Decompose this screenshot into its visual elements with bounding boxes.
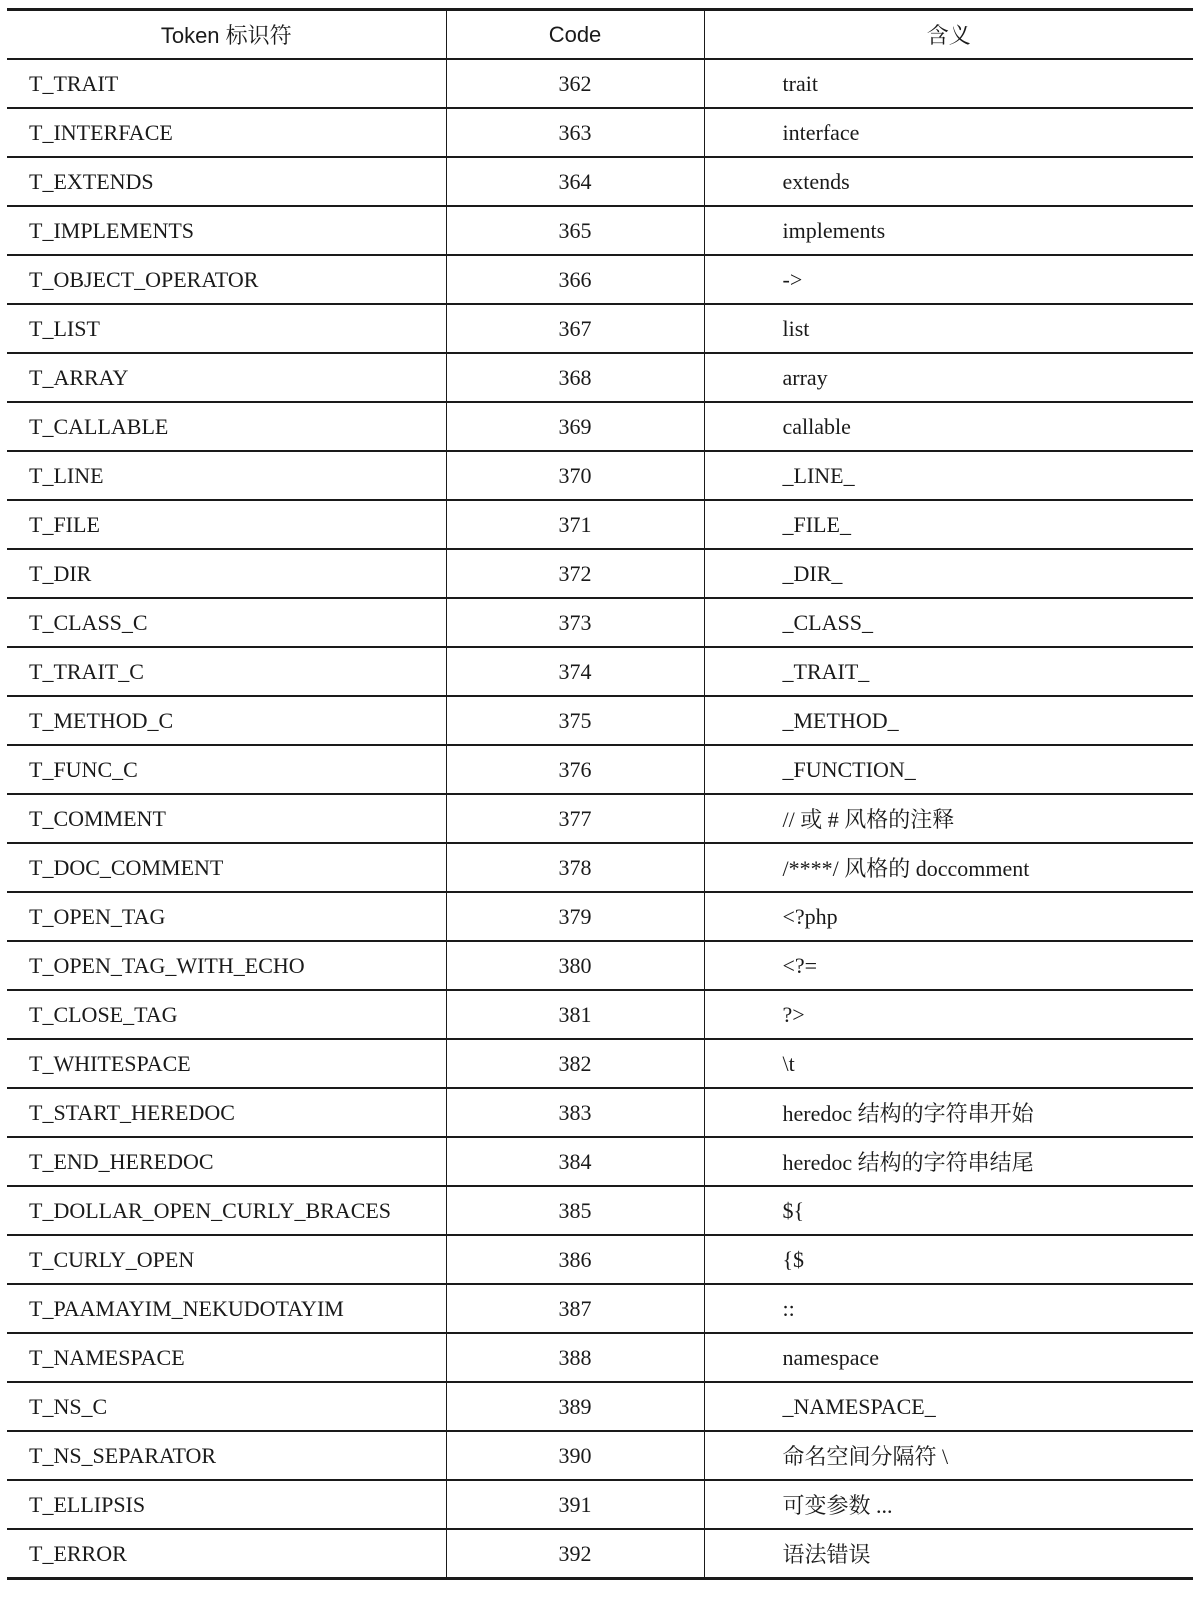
token-cell: T_OPEN_TAG — [7, 892, 446, 941]
meaning-cell: implements — [704, 206, 1193, 255]
code-cell: 379 — [446, 892, 704, 941]
table-row — [7, 1137, 1193, 1186]
token-table — [7, 8, 1193, 1580]
code-cell: 377 — [446, 794, 704, 843]
token-cell: T_FUNC_C — [7, 745, 446, 794]
token-cell: T_OBJECT_OPERATOR — [7, 255, 446, 304]
table-row — [7, 108, 1193, 157]
code-cell: 371 — [446, 500, 704, 549]
table-row — [7, 206, 1193, 255]
meaning-cell: 命名空间分隔符 \ — [704, 1431, 1193, 1480]
token-cell: T_COMMENT — [7, 794, 446, 843]
meaning-cell: {$ — [704, 1235, 1193, 1284]
table-row — [7, 647, 1193, 696]
code-cell: 385 — [446, 1186, 704, 1235]
token-cell: T_LIST — [7, 304, 446, 353]
token-cell: T_PAAMAYIM_NEKUDOTAYIM — [7, 1284, 446, 1333]
token-cell: T_FILE — [7, 500, 446, 549]
code-cell: 386 — [446, 1235, 704, 1284]
token-cell: T_CLOSE_TAG — [7, 990, 446, 1039]
token-cell: T_WHITESPACE — [7, 1039, 446, 1088]
meaning-cell: trait — [704, 59, 1193, 108]
header-meaning: 含义 — [704, 10, 1193, 60]
meaning-cell: _DIR_ — [704, 549, 1193, 598]
code-cell: 376 — [446, 745, 704, 794]
meaning-cell: callable — [704, 402, 1193, 451]
code-cell: 383 — [446, 1088, 704, 1137]
meaning-cell: ${ — [704, 1186, 1193, 1235]
code-cell: 378 — [446, 843, 704, 892]
code-cell: 365 — [446, 206, 704, 255]
header-code: Code — [446, 10, 704, 60]
meaning-cell: list — [704, 304, 1193, 353]
code-cell: 390 — [446, 1431, 704, 1480]
meaning-cell: _CLASS_ — [704, 598, 1193, 647]
header-token: Token 标识符 — [7, 10, 446, 60]
table-row — [7, 500, 1193, 549]
code-cell: 364 — [446, 157, 704, 206]
meaning-cell: _FUNCTION_ — [704, 745, 1193, 794]
code-cell: 391 — [446, 1480, 704, 1529]
code-cell: 373 — [446, 598, 704, 647]
table-row — [7, 451, 1193, 500]
code-cell: 382 — [446, 1039, 704, 1088]
table-row — [7, 1088, 1193, 1137]
table-row — [7, 353, 1193, 402]
table-row — [7, 1480, 1193, 1529]
table-row — [7, 1431, 1193, 1480]
table-row — [7, 1382, 1193, 1431]
token-cell: T_NS_SEPARATOR — [7, 1431, 446, 1480]
code-cell: 366 — [446, 255, 704, 304]
table-row — [7, 843, 1193, 892]
table-row — [7, 745, 1193, 794]
token-cell: T_DOC_COMMENT — [7, 843, 446, 892]
code-cell: 369 — [446, 402, 704, 451]
meaning-cell: 可变参数 ... — [704, 1480, 1193, 1529]
token-cell: T_START_HEREDOC — [7, 1088, 446, 1137]
table-row — [7, 304, 1193, 353]
meaning-cell: array — [704, 353, 1193, 402]
meaning-cell: _TRAIT_ — [704, 647, 1193, 696]
code-cell: 368 — [446, 353, 704, 402]
token-cell: T_EXTENDS — [7, 157, 446, 206]
token-cell: T_CALLABLE — [7, 402, 446, 451]
token-cell: T_INTERFACE — [7, 108, 446, 157]
table-row — [7, 1235, 1193, 1284]
token-cell: T_CLASS_C — [7, 598, 446, 647]
code-cell: 388 — [446, 1333, 704, 1382]
header-row — [7, 10, 1193, 60]
code-cell: 372 — [446, 549, 704, 598]
meaning-cell: \t — [704, 1039, 1193, 1088]
meaning-cell: _METHOD_ — [704, 696, 1193, 745]
token-cell: T_OPEN_TAG_WITH_ECHO — [7, 941, 446, 990]
token-cell: T_TRAIT — [7, 59, 446, 108]
code-cell: 374 — [446, 647, 704, 696]
table-row — [7, 59, 1193, 108]
token-cell: T_ERROR — [7, 1529, 446, 1579]
meaning-cell: _LINE_ — [704, 451, 1193, 500]
table-row — [7, 1333, 1193, 1382]
code-cell: 389 — [446, 1382, 704, 1431]
table-row — [7, 157, 1193, 206]
meaning-cell: 语法错误 — [704, 1529, 1193, 1579]
meaning-cell: :: — [704, 1284, 1193, 1333]
table-row — [7, 892, 1193, 941]
meaning-cell: heredoc 结构的字符串结尾 — [704, 1137, 1193, 1186]
table-row — [7, 990, 1193, 1039]
meaning-cell: extends — [704, 157, 1193, 206]
token-cell: T_ARRAY — [7, 353, 446, 402]
code-cell: 363 — [446, 108, 704, 157]
meaning-cell: /****/ 风格的 doccomment — [704, 843, 1193, 892]
table-row — [7, 696, 1193, 745]
table-body — [7, 59, 1193, 1579]
table-header — [7, 10, 1193, 60]
table-row — [7, 402, 1193, 451]
meaning-cell: _NAMESPACE_ — [704, 1382, 1193, 1431]
table-row — [7, 598, 1193, 647]
code-cell: 375 — [446, 696, 704, 745]
token-cell: T_NS_C — [7, 1382, 446, 1431]
table-row — [7, 1284, 1193, 1333]
table-row — [7, 1039, 1193, 1088]
code-cell: 381 — [446, 990, 704, 1039]
token-cell: T_END_HEREDOC — [7, 1137, 446, 1186]
code-cell: 387 — [446, 1284, 704, 1333]
table-row — [7, 794, 1193, 843]
meaning-cell: interface — [704, 108, 1193, 157]
token-cell: T_IMPLEMENTS — [7, 206, 446, 255]
code-cell: 362 — [446, 59, 704, 108]
token-cell: T_DOLLAR_OPEN_CURLY_BRACES — [7, 1186, 446, 1235]
table-row — [7, 1529, 1193, 1579]
meaning-cell: <?php — [704, 892, 1193, 941]
code-cell: 367 — [446, 304, 704, 353]
meaning-cell: _FILE_ — [704, 500, 1193, 549]
meaning-cell: heredoc 结构的字符串开始 — [704, 1088, 1193, 1137]
meaning-cell: -> — [704, 255, 1193, 304]
token-cell: T_TRAIT_C — [7, 647, 446, 696]
code-cell: 370 — [446, 451, 704, 500]
meaning-cell: ?> — [704, 990, 1193, 1039]
token-cell: T_LINE — [7, 451, 446, 500]
code-cell: 392 — [446, 1529, 704, 1579]
code-cell: 384 — [446, 1137, 704, 1186]
meaning-cell: namespace — [704, 1333, 1193, 1382]
meaning-cell: <?= — [704, 941, 1193, 990]
token-cell: T_NAMESPACE — [7, 1333, 446, 1382]
token-cell: T_CURLY_OPEN — [7, 1235, 446, 1284]
meaning-cell: // 或 # 风格的注释 — [704, 794, 1193, 843]
table-row — [7, 1186, 1193, 1235]
token-cell: T_DIR — [7, 549, 446, 598]
token-cell: T_ELLIPSIS — [7, 1480, 446, 1529]
table-row — [7, 941, 1193, 990]
token-cell: T_METHOD_C — [7, 696, 446, 745]
code-cell: 380 — [446, 941, 704, 990]
table-row — [7, 255, 1193, 304]
table-row — [7, 549, 1193, 598]
